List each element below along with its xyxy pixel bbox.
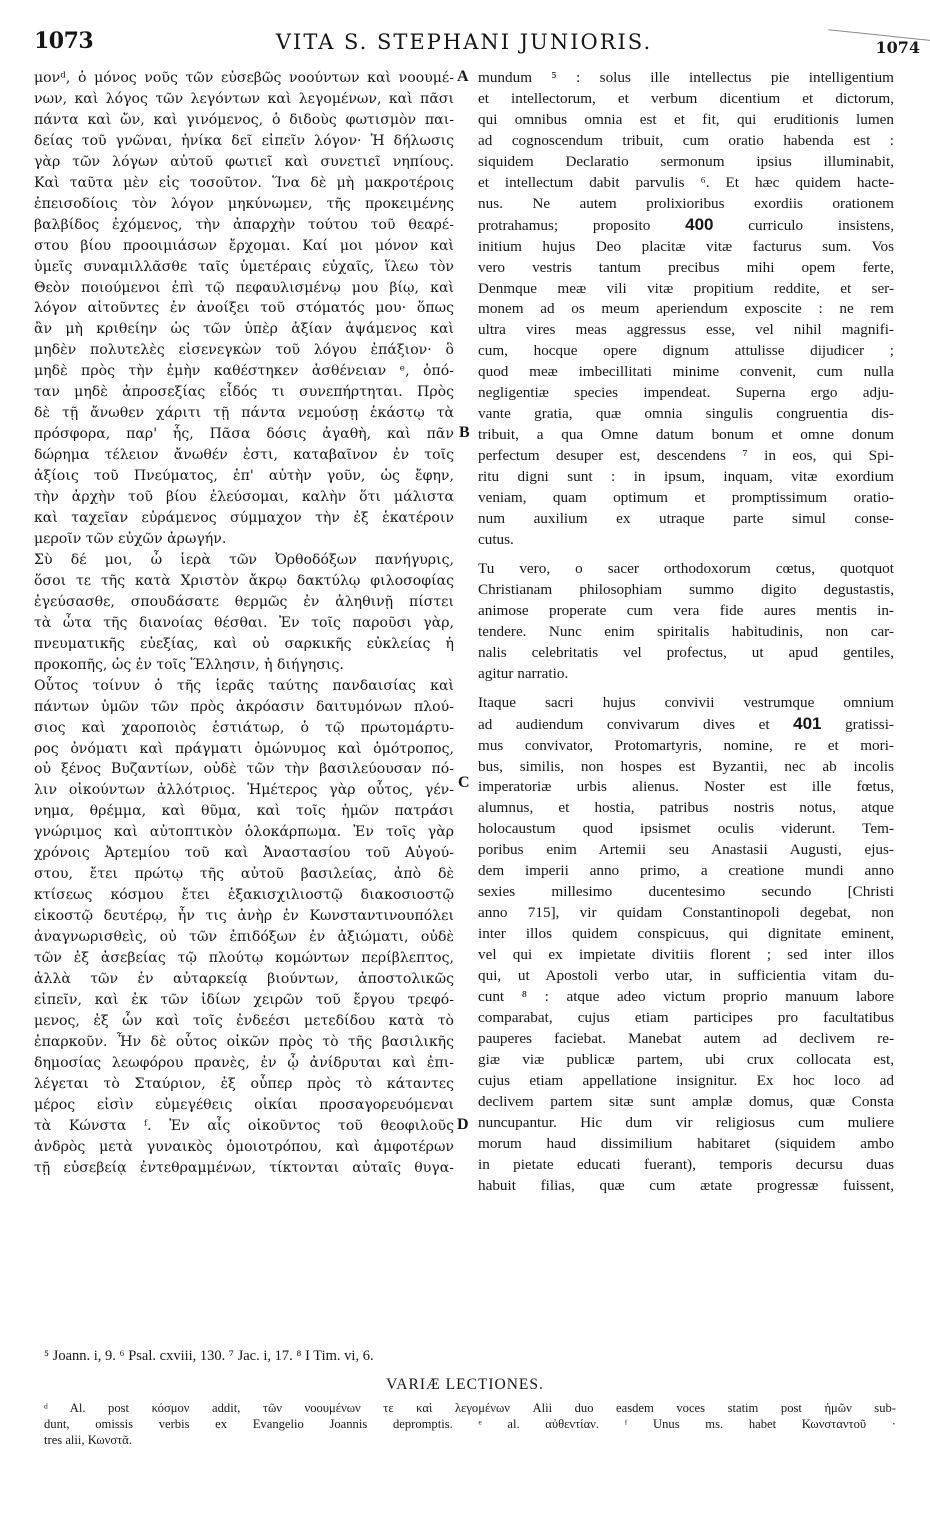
latin-text-line: mundum ⁵ : solus ille intellectus pie intelligentium [478,69,894,86]
greek-text-line: νημα, θρέμμα, καὶ θῦμα, καὶ τοῖς ἡμῶν πατράσι [34,803,454,820]
greek-text-line: τὰ Κώνστα ᶠ. Ἐν αἷς οἰκοῦντος τοῦ θεοφιλοῦς [34,1117,454,1134]
greek-text-line: καὶ ταχεῖαν εὐράμενος σύμμαχον τὴν ἐξ ἑκατέροιν [34,510,454,527]
latin-text-line: ad cognoscendum tribuit, cum oratio habenda est : [478,131,894,149]
margin-letter-d: D [457,1116,469,1133]
greek-text-line: στου βίου προοιμιάσων ἔρχομαι. Καί μοι μόνον καὶ [34,237,454,254]
latin-text-line: holocaustum quod ipsismet oculis viderunt. Tem- [478,820,894,838]
greek-text-line: μηδὲ πρὸς τὴν ἐμὴν καθέστηκεν ἀσθένειαν ᵉ, ὁπό- [34,363,454,380]
greek-text-line: πρόσφορα, παρ' ἧς, Πᾶσα δόσις ἀγαθὴ, καὶ πᾶν [34,426,454,443]
greek-text-line: τὰ ὦτα τῆς διανοίας θέσθαι. Ἐν τοῖς παροῦσι γὰρ, [34,614,454,631]
greek-text-line: ὅσοι τε τῆς κατὰ Χριστὸν ἄκρῳ δακτύλῳ φιλοσοφίας [34,572,454,589]
latin-text-line: anno 715], vir quidam Constantinopoli degebat, non [478,904,894,922]
greek-text-line: δημοσίας λεωφόρου πρανὲς, ἐν ᾧ ἀνίδρυται καὶ ἐπι- [34,1054,454,1071]
latin-text-line: alumnus, et hostia, patribus nostris notus, atque [478,799,894,817]
greek-text-line: Καὶ ταῦτα μὲν εἰς τοσοῦτον. Ἵνα δὲ μὴ μακροτέροις [34,174,454,191]
latin-text-line: habuit filias, quæ cum ætate progressæ fuissent, [478,1176,894,1194]
latin-text-line: et intellectorum, et verbum dicentium et dictorum, [478,89,894,107]
latin-text-line: veniam, quam optimum et promptissimum oratio- [478,489,894,507]
latin-text-line: cujus etiam appellatione insignitur. Ex hoc loco ad [478,1071,894,1089]
variant-readings [44,1400,896,1448]
greek-text-line: στου, ἔτει πρώτῳ τῆς αὐτοῦ βασιλείας, ἀπὸ δὲ [34,866,454,883]
greek-text-line: πάντα καὶ ὤν, καὶ γινόμενος, ὁ διδοὺς φωτισμὸν παι- [34,111,454,128]
greek-text-line: τῇ εὐσεβείᾳ ἐντεθραμμένων, τίκτονται αὐταῖς θυγα- [34,1159,454,1176]
latin-text-line: mus convivator, Protomartyris, nomine, re et mori- [478,736,894,754]
latin-text-line: monem ad os meum aperiendum exposcite : ne rem [478,300,894,318]
latin-text-line: vero vestris tantum precibus mihi opem ferte, [478,258,894,276]
latin-text-line: cunt ⁸ : atque adeo victum proprio manuum labore [478,987,894,1005]
greek-text-line: γνώριμος καὶ αὐτοπτικὸν ὁλοκάρπωμα. Ἐν τοῖς γὰρ [34,824,454,841]
page-header [28,22,920,60]
greek-text-line: δὲ τῇ ἄνωθεν χάριτι τῇ πάντα νεμούσῃ ἑκάστῳ τὰ [34,405,454,422]
greek-text-line: ἂν μὴ κριθείην ὡς τῶν ὑπὲρ ἀξίαν ἀψάμενος καὶ [34,321,454,338]
greek-text-line: εἰκοστῷ δευτέρῳ, ἦν τις ἀνὴρ ἐν Κωνσταντινουπόλει [34,908,454,925]
margin-letter-c: C [458,774,470,791]
latin-text-line: sexies millesimo ducentesimo secundo [Christi [478,883,894,901]
latin-text-line: qui omnibus omnia est et fit, qui eruditionis lumen [478,110,894,128]
greek-text-line: ἀλλὰ τῶν ἐν αὐταρκείᾳ βιούντων, ἀποστολικῶς [34,970,454,987]
latin-text-line: poribus enim Artemii seu Anastasii Augusti, ejus- [478,841,894,859]
latin-text-line: Itaque sacri hujus convivii vestrumque omnium [478,693,894,711]
greek-text-line: κτίσεως κόσμου ἔτει ἑξακισχιλιοστῷ διακοσιοστῷ [34,887,454,904]
latin-text-line: protrahamus; proposito 400 curriculo insistens, [478,214,895,234]
greek-text-line: μέρος εἰσὶν εὐμεγέθεις οἰκίαι προσαγορευόμεναι [34,1096,454,1113]
latin-text-line: cutus. [478,530,514,548]
greek-text-line: ὑμεῖς συναμιλλᾶσθε ταῖς ὑμετέραις εὐχαῖς, ἵλεω τὸν [34,258,454,275]
latin-text-line: tribuit, a qua Omne datum bonum et omne donum [478,426,894,444]
page-marker-400: 400 [685,214,714,234]
greek-text-line: τὴν ἀρχὴν τοῦ βίου ἐλεύσομαι, καλὴν ὅτι μάλιστα [34,489,454,506]
latin-text-line: dem imperii anno primo, a creatione mundi anno [478,862,894,880]
greek-text-line: ἀξίοις τοῦ Πνεύματος, ἐπ' αὐτὴν γοῦν, ὡς ἔφην, [34,468,454,485]
margin-letter-b: B [459,424,470,441]
greek-text-line: δώρημα τέλειον ἄνωθέν ἐστι, καταβαῖνον ἐν τοῖς [34,447,454,464]
latin-text-line: Denmque meæ vili vitæ propitium reddite, et ser- [478,279,894,297]
greek-text-line: ἐπαρκοῦν. Ἦν δὲ οὗτος οἰκῶν πρὸς τὸ τῆς βασιλικῆς [34,1033,454,1050]
page-number-right: 1074 [875,38,920,57]
greek-text-line: πνευματικῆς εὐεξίας, καὶ οὐ σαρκικῆς εὐκλείας ἡ [34,635,454,652]
greek-text-line: προκοπῆς, ὡς ἐν τοῖς Ἕλλησιν, ἡ διήγησις. [34,656,344,673]
greek-text-line: πάντων ὑμῶν τῶν πρὸς ἀκρόασιν δαιτυμόνων πλού- [34,698,454,715]
greek-column [34,68,454,1179]
latin-text-line: vante gratia, quæ omnia singulis congruentia dis- [478,405,894,423]
greek-text-line: ἀναγνωρισθεὶς, οὐ τῶν ἐπιδόξων ἐν ἀξιώματι, οὐδὲ [34,929,454,946]
greek-text-line: γὰρ τῶν λόγων αὐτοῦ φωτιεῖ καὶ συνετιεῖ νηπίους. [34,153,454,170]
latin-text-line: ultra vires meas aggressus esse, vel nihil magnifi- [478,321,894,339]
greek-text-line: τῶν ἐξ ἀσεβείας τῷ πλούτῳ κομώντων περίβλεπτος, [34,950,454,967]
page-number-left: 1073 [34,28,94,54]
margin-letter-a: A [457,68,469,85]
latin-text-line: quod meæ imbecillitati minime convenit, cum nulla [478,363,894,381]
greek-text-line: σιος καὶ χαροποιὸς ἑστιάτωρ, ὁ τῷ πρωτομάρτυ- [34,719,454,736]
greek-text-line: λόγον αἰτοῦντες ἐν ἀνοίξει τοῦ στόματός μου· ὅπως [34,300,454,317]
latin-text-line: giæ viæ publicæ partem, ubi crux collocata est, [478,1050,894,1068]
latin-text-line: num auxilium ex utraque parte simul conse- [478,510,894,528]
latin-text-line: nuncupantur. Hic dum vir religiosus cum muliere [478,1113,894,1131]
latin-text-line: initium hujus Deo placitæ vitæ facturus sum. Vos [478,237,894,255]
latin-text-line: declivem partem sitæ sunt amplæ domus, quæ Consta [478,1092,894,1110]
latin-text-line: et intellectum dabit parvulis ⁶. Et hæc quidem hacte- [478,173,894,191]
greek-text-line: Θεὸν ποιούμενοι ἐπὶ τῷ πεφαυλισμένῳ μου βίῳ, καὶ [34,279,454,296]
greek-text-line: μονᵈ, ὁ μόνος νοῦς τῶν εὐσεβῶς νοούντων καὶ νοουμέ- [34,70,454,86]
greek-text-line: λιν οἰκούντων ἀλλότριος. Ἡμέτερος γὰρ οὗτος, γέν- [34,782,454,799]
latin-text-line: animose properate cum vera fide aures mentis in- [478,601,894,619]
latin-text-line: siquidem Declaratio sermonum ipsius illuminabit, [478,152,894,170]
latin-text-line: nus. Ne autem prolixioribus exordiis orationem [478,194,894,212]
page-marker-401: 401 [793,713,822,733]
latin-text-line: perfectum desuper est, descendens ⁷ in eos, qui Spi- [478,447,894,465]
variae-lectiones-title: VARIÆ LECTIONES. [386,1376,544,1393]
greek-text-line: ἐπεισοδίοις τὸν λόγον μηκύνωμεν, τῆς προκειμένης [34,195,454,212]
latin-text-line: morum haud dissimilium habitaret (siquidem ambo [478,1134,894,1152]
greek-text-line: ἀνδρὸς μετὰ γυναικὸς ὁμοιοτρόπου, καὶ ἀμφοτέρων [34,1138,454,1155]
latin-text-line: agitur narratio. [478,664,569,682]
running-title: VITA S. STEPHANI JUNIORIS. [275,30,653,54]
latin-text-line: inter illos quidem conspicuus, qui dignitate eminent, [478,925,894,943]
greek-text-line: Οὗτος τοίνυν ὁ τῆς ἱερᾶς ταύτης πανδαισίας καὶ [34,677,454,694]
latin-text-line: tendere. Nunc enim spiritalis habitudinis, non car- [478,622,894,640]
variant-line: dunt, omissis verbis ex Evangelio Joannis depromptis. ᵉ al. αὐθεντίαν. ᶠ Unus ms. habet Κωνσταντοῦ · [44,1417,896,1431]
latin-text-line: ad audiendum convivarum dives et 401 gratissi- [478,713,894,733]
greek-text-line: νων, καὶ λόγος τῶν λεγόντων καὶ λεγομένων, καὶ πᾶσι [34,90,454,107]
greek-text-line: μηδὲν πολυτελὲς εἰσενεγκὼν τοῦ λόγου ἐπάξιον· ὃ [34,342,454,359]
greek-text-line: ρος ὀνόματι καὶ πράγματι ὁμώνυμος καὶ ὁμότροπος, [34,740,454,757]
greek-text-line: οὐ ξένος Βυζαντίων, οὐδὲ τῶν τὴν βασιλεύουσαν πό- [34,761,454,778]
greek-text-line: ταν μηδὲ ἀπροσεξίας εἶδός τι συνεπήρτηται. Πρὸς [34,384,454,401]
latin-text-line: cum, hocque opere dignum attulisse dijudicer ; [478,342,894,360]
greek-text-line: μεροῖν τῶν εὐχῶν ἀρωγήν. [34,530,227,547]
latin-text-line: qui, ut Apostoli verbo utar, in sufficientia vitam du- [478,967,894,985]
greek-text-line: ἐγεύσασθε, σπουδάσατε θερμῶς ἐν ἀληθινῇ πίστει [34,593,454,610]
latin-text-line: ritu digni sunt : in ipsum, inquam, vitæ exordium [478,468,894,486]
greek-text-line: χρόνοις Ἀρτεμίου τοῦ καὶ Ἀναστασίου τοῦ Αὐγού- [34,845,454,862]
latin-text-line: nalis celebritatis vel profectus, ut apud gentiles, [478,643,894,661]
greek-text-line: λέγεται τὸ Σταύριον, ἐξ οὗπερ πρὸς τὸ κάταντες [34,1075,454,1092]
latin-text-line: Tu vero, o sacer orthodoxorum cœtus, quotquot [478,559,894,577]
latin-text-line: vel qui ex impietate divitiis florent ; sed inter illos [478,946,894,964]
greek-text-line: εἰπεῖν, καὶ ἐκ τῶν ἰδίων χειρῶν τοῦ ἔργου τρεφό- [34,991,454,1008]
latin-column [478,68,894,1197]
greek-text-line: μενος, ἐξ ὧν καὶ τοῖς ἐνδεέσι μετεδίδου κατὰ τὸ [34,1012,454,1029]
latin-text-line: in pietate educati fuerant), temporis decursu duas [478,1155,894,1173]
greek-text-line: Σὺ δέ μοι, ὦ ἱερὰ τῶν Ὀρθοδόξων πανήγυρις, [34,551,454,568]
variant-line: ᵈ Al. post κόσμον addit, τῶν νοουμένων τε καὶ λεγομένων Alii duo easdem voces statim post ἡμῶν sub- [44,1401,896,1415]
latin-text-line: bus, similis, non hospes est Byzantii, nec ab incolis [478,757,894,775]
latin-text-line: comparabat, cujus etiam participes pro facultatibus [478,1008,894,1026]
variant-line: tres alii, Κωνστᾶ. [44,1433,132,1447]
latin-text-line: imperatoriæ urbis alienus. Noster est ille fœtus, [478,778,894,796]
latin-text-line: Christianam philosophiam summo digito degustastis, [478,580,894,598]
greek-text-line: δείας τοῦ γνῶναι, ἡνίκα δεῖ εἰπεῖν λόγον· Ἡ δήλωσις [34,132,454,149]
latin-text-line: negligentiæ species impendeat. Superna ergo adju- [478,384,894,402]
latin-text-line: pauperes faciebat. Manebat autem ad declivem re- [478,1029,894,1047]
greek-text-line: βαλβίδος ἐχόμενος, τὴν ἀπαρχὴν τούτου τοῦ θεαρέ- [34,216,454,233]
scripture-footnotes: ⁵ Joann. i, 9. ⁶ Psal. cxviii, 130. ⁷ Jac. i, 17. ⁸ I Tim. vi, 6. [44,1348,374,1364]
